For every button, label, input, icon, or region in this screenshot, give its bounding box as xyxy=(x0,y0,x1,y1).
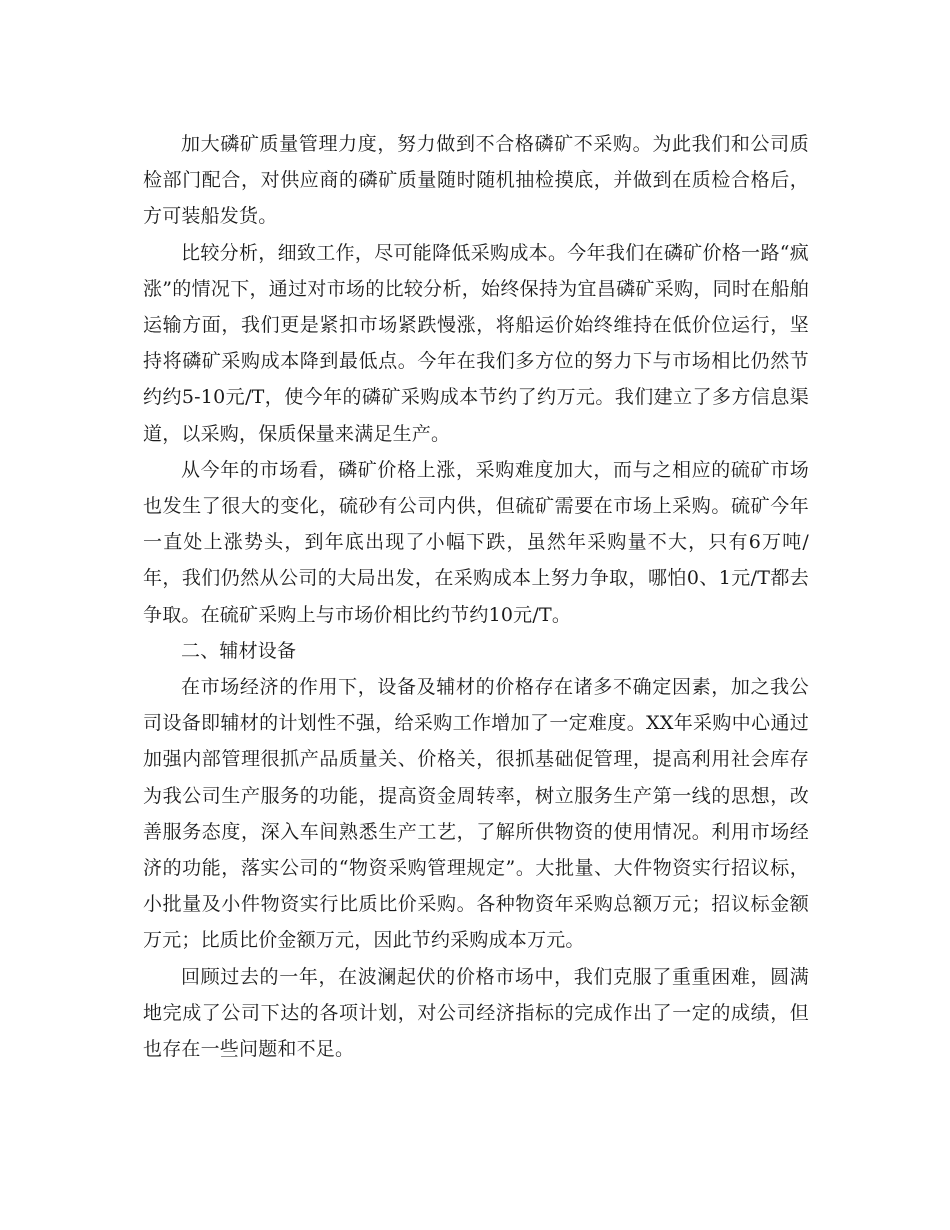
paragraph-phosphate-quality: 加大磷矿质量管理力度，努力做到不合格磷矿不采购。为此我们和公司质检部门配合，对供应商的磷矿质量随时随机抽检摸底，并做到在质检合格后，方可装船发货。 xyxy=(143,133,809,228)
paragraph-equipment-procurement: 在市场经济的作用下，设备及辅材的价格存在诸多不确定因素，加之我公司设备即辅材的计划性不强，给采购工作增加了一定难度。XX年采购中心通过加强内部管理很抓产品质量关、价格关，很抓基础促管理，提高利用社会库存为我公司生产服务的功能，提高资金周转率，树立服务生产第一线的思想，改善服务态度，深入车间熟悉生产工艺，了解所供物资的使用情况。利用市场经济的功能，落实公司的“物资采购管理规定”。大批量、大件物资实行招议标，小批量及小件物资实行比质比价采购。各种物资年采购总额万元；招议标金额万元；比质比价金额万元，因此节约采购成本万元。 xyxy=(143,676,809,952)
paragraph-year-review: 回顾过去的一年，在波澜起伏的价格市场中，我们克服了重重困难，圆满地完成了公司下达的各项计划，对公司经济指标的完成作出了一定的成绩，但也存在一些问题和不足。 xyxy=(143,965,809,1061)
document-body xyxy=(143,126,809,1067)
section-heading-auxiliary-equipment: 二、辅材设备 xyxy=(181,639,297,662)
paragraph-sulfur-market: 从今年的市场看，磷矿价格上涨，采购难度加大，而与之相应的硫矿市场也发生了很大的变化，硫砂有公司内供，但硫矿需要在市场上采购。硫矿今年一直处上涨势头，到年底出现了小幅下跌，虽然年采购量不大，只有6万吨/年，我们仍然从公司的大局出发，在采购成本上努力争取，哪怕0、1元/T都去争取。在硫矿采购上与市场价相比约节约10元/T。 xyxy=(143,458,809,626)
paragraph-cost-analysis: 比较分析，细致工作，尽可能降低采购成本。今年我们在磷矿价格一路“疯涨”的情况下，通过对市场的比较分析，始终保持为宜昌磷矿采购，同时在船舶运输方面，我们更是紧扣市场紧跌慢涨，将船运价始终维持在低价位运行，坚持将磷矿采购成本降到最低点。今年在我们多方位的努力下与市场相比仍然节约约5-10元/T，使今年的磷矿采购成本节约了约万元。我们建立了多方信息渠道，以采购，保质保量来满足生产。 xyxy=(143,241,809,445)
